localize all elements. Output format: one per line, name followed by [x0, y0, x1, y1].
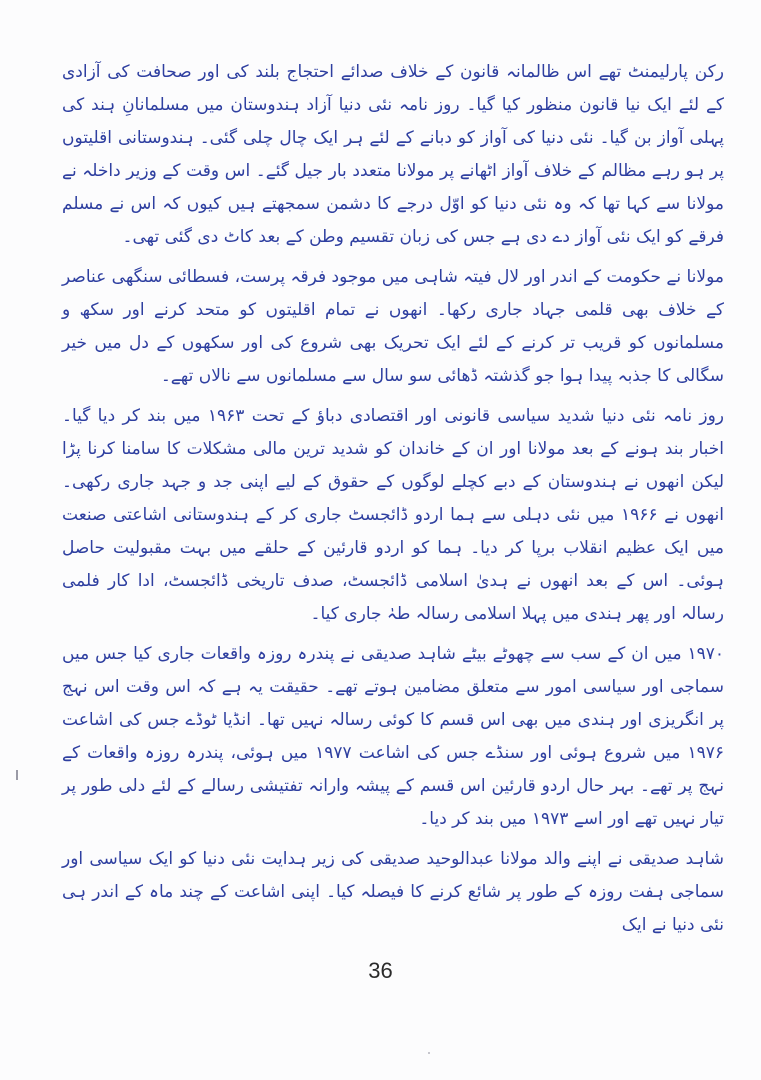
margin-mark [16, 770, 18, 780]
paragraph-2: مولانا نے حکومت کے اندر اور لال فیتہ شاہی میں موجود فرقہ پرست، فسطائی سنگھی عناصر کے خلاف بھی قلمی جہاد جاری رکھا۔ انھوں نے تمام اقلیتوں کو متحد کرنے اور سکھ و مسلمانوں کو قریب تر کرنے کے لئے ایک تحریک بھی شروع کی اور سکھوں کے دل میں خیر سگالی کا جذبہ پیدا ہوا جو گذشتہ ڈھائی سو سال سے مسلمانوں سے نالاں تھے۔ [62, 267, 724, 386]
paragraph-4: ۱۹۷۰ میں ان کے سب سے چھوٹے بیٹے شاہد صدیقی نے پندرہ روزہ واقعات جاری کیا جس میں سماجی اور سیاسی امور سے متعلق مضامین ہوتے تھے۔ حقیقت یہ ہے کہ اس وقت اس نہج پر انگریزی اور ہندی میں بھی اس قسم کا کوئی رسالہ نہیں تھا۔ انڈیا ٹوڈے جس کی اشاعت ۱۹۷۶ میں شروع ہوئی اور سنڈے جس کی اشاعت ۱۹۷۷ میں ہوئی، پندرہ روزہ واقعات کے نہج پر تھے۔ بہر حال اردو قارئین اس قسم کے پیشہ وارانہ تفتیشی رسالے کے لئے دلی طور پر تیار نہیں تھے اور اسے ۱۹۷۳ میں بند کر دیا۔ [62, 644, 724, 829]
body-text [62, 56, 724, 949]
paragraph-3: روز نامہ نئی دنیا شدید سیاسی قانونی اور اقتصادی دباؤ کے تحت ۱۹۶۳ میں بند کر دیا گیا۔ اخبار بند ہونے کے بعد مولانا اور ان کے خاندان کو شدید ترین مالی مشکلات کا سامنا کرنا پڑا لیکن انھوں نے ہندوستان کے دبے کچلے لوگوں کے حقوق کے لیے اپنی جد و جہد جاری رکھی۔ انھوں نے ۱۹۶۶ میں نئی دہلی سے ہما اردو ڈائجسٹ جاری کر کے ہندوستانی اشاعتی صنعت میں ایک عظیم انقلاب برپا کر دیا۔ ہما کو اردو قارئین کے حلقے میں بہت مقبولیت حاصل ہوئی۔ اس کے بعد انھوں نے ہدیٰ اسلامی ڈائجسٹ، صدف تاریخی ڈائجسٹ، ادا کار فلمی رسالہ اور پھر ہندی میں پہلا اسلامی رسالہ طہٰ جاری کیا۔ [62, 406, 724, 624]
paragraph-1: رکن پارلیمنٹ تھے اس ظالمانہ قانون کے خلاف صدائے احتجاج بلند کی اور صحافت کی آزادی کے لئے ایک نیا قانون منظور کیا گیا۔ روز نامہ نئی دنیا آزاد ہندوستان میں مسلمانانِ ہند کی پہلی آواز بن گیا۔ نئی دنیا کی آواز کو دبانے کے لئے ہر ایک چال چلی گئی۔ ہندوستانی اقلیتوں پر ہو رہے مظالم کے خلاف آواز اٹھانے پر مولانا متعدد بار جیل گئے۔ اس وقت کے وزیر داخلہ نے مولانا سے کہا تھا کہ وہ نئی دنیا کو اوّل درجے کا دشمن سمجھتے ہیں کیوں کہ اس نے مسلم فرقے کو ایک نئی آواز دے دی ہے جس کی زبان تقسیم وطن کے بعد کاٹ دی گئی تھی۔ [62, 62, 724, 247]
paragraph-5: شاہد صدیقی نے اپنے والد مولانا عبدالوحید صدیقی کی زیر ہدایت نئی دنیا کو ایک سیاسی اور سماجی ہفت روزہ کے طور پر شائع کرنے کا فیصلہ کیا۔ اپنی اشاعت کے چند ماہ کے اندر ہی نئی دنیا نے ایک [62, 849, 724, 935]
scan-dot [428, 1052, 430, 1054]
page-number: 36 [368, 958, 393, 983]
